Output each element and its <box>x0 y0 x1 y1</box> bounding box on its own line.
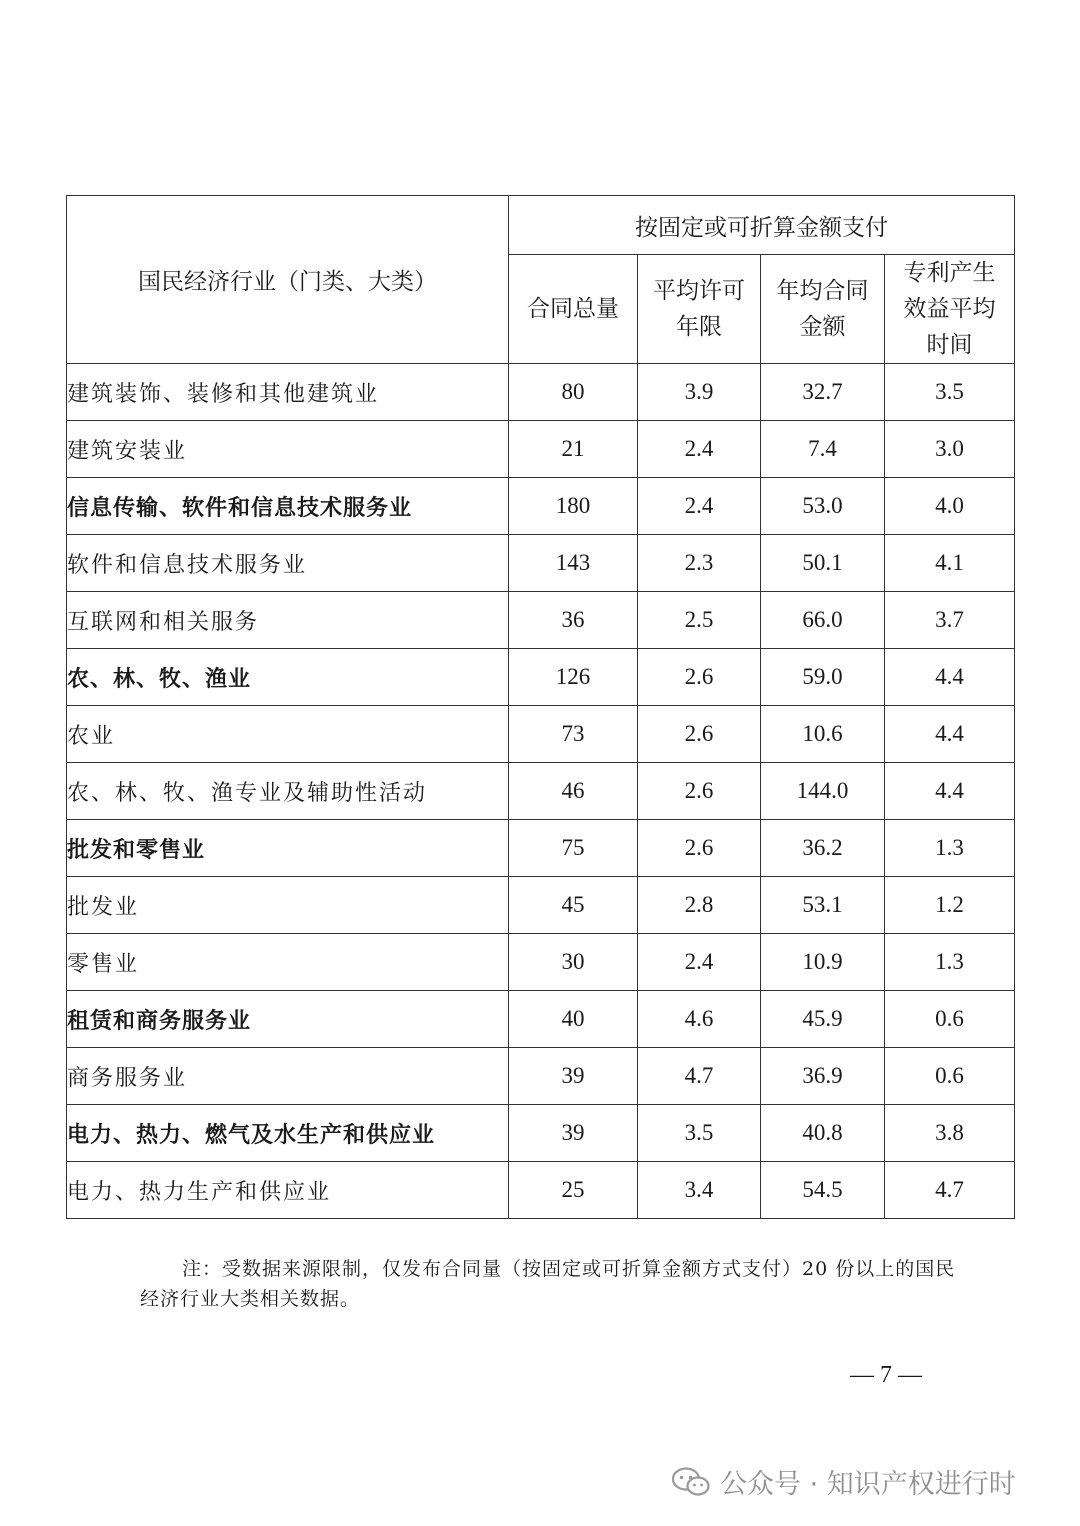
annual-contract-amount: 144.0 <box>761 763 885 820</box>
industry-name: 电力、热力、燃气及水生产和供应业 <box>67 1105 509 1162</box>
annual-contract-amount: 45.9 <box>761 991 885 1048</box>
industry-name: 租赁和商务服务业 <box>67 991 509 1048</box>
annual-contract-amount: 59.0 <box>761 649 885 706</box>
avg-license-years: 3.4 <box>638 1162 761 1219</box>
watermark-text: 公众号 · 知识产权进行时 <box>720 1469 1016 1500</box>
industry-name: 商务服务业 <box>67 1048 509 1105</box>
table-row <box>67 820 1015 877</box>
industry-name: 农业 <box>67 706 509 763</box>
contract-total: 45 <box>509 877 638 934</box>
header-benefit-avg-time: 专利产生 效益平均 时间 <box>885 255 1015 364</box>
annual-contract-amount: 66.0 <box>761 592 885 649</box>
contract-total: 40 <box>509 991 638 1048</box>
avg-license-years: 4.7 <box>638 1048 761 1105</box>
table-row <box>67 478 1015 535</box>
benefit-avg-time: 4.0 <box>885 478 1015 535</box>
contract-total: 143 <box>509 535 638 592</box>
contract-total: 30 <box>509 934 638 991</box>
benefit-avg-time: 4.1 <box>885 535 1015 592</box>
contract-total: 73 <box>509 706 638 763</box>
contract-total: 180 <box>509 478 638 535</box>
annual-contract-amount: 7.4 <box>761 421 885 478</box>
wechat-icon <box>672 1467 710 1497</box>
benefit-avg-time: 4.4 <box>885 763 1015 820</box>
avg-license-years: 2.5 <box>638 592 761 649</box>
header-avg-license-years: 平均许可 年限 <box>638 255 761 364</box>
data-table <box>66 195 1015 1219</box>
contract-total: 39 <box>509 1105 638 1162</box>
benefit-avg-time: 3.0 <box>885 421 1015 478</box>
avg-license-years: 3.5 <box>638 1105 761 1162</box>
table-row <box>67 991 1015 1048</box>
watermark <box>672 1462 1016 1501</box>
table-row <box>67 1105 1015 1162</box>
industry-name: 农、林、牧、渔业 <box>67 649 509 706</box>
industry-name: 建筑装饰、装修和其他建筑业 <box>67 364 509 421</box>
annual-contract-amount: 36.9 <box>761 1048 885 1105</box>
avg-license-years: 2.4 <box>638 478 761 535</box>
table-row <box>67 877 1015 934</box>
benefit-avg-time: 0.6 <box>885 991 1015 1048</box>
annual-contract-amount: 40.8 <box>761 1105 885 1162</box>
benefit-avg-time: 3.7 <box>885 592 1015 649</box>
avg-license-years: 4.6 <box>638 991 761 1048</box>
industry-name: 信息传输、软件和信息技术服务业 <box>67 478 509 535</box>
table-row <box>67 364 1015 421</box>
industry-name: 批发和零售业 <box>67 820 509 877</box>
header-annual-contract-amount: 年均合同 金额 <box>761 255 885 364</box>
industry-name: 电力、热力生产和供应业 <box>67 1162 509 1219</box>
benefit-avg-time: 4.4 <box>885 706 1015 763</box>
avg-license-years: 2.6 <box>638 706 761 763</box>
table-row <box>67 592 1015 649</box>
table-row <box>67 763 1015 820</box>
avg-license-years: 3.9 <box>638 364 761 421</box>
benefit-avg-time: 1.3 <box>885 820 1015 877</box>
table-row <box>67 1048 1015 1105</box>
header-industry: 国民经济行业（门类、大类） <box>67 196 509 364</box>
benefit-avg-time: 3.8 <box>885 1105 1015 1162</box>
benefit-avg-time: 3.5 <box>885 364 1015 421</box>
table-row <box>67 535 1015 592</box>
industry-name: 零售业 <box>67 934 509 991</box>
contract-total: 126 <box>509 649 638 706</box>
annual-contract-amount: 10.6 <box>761 706 885 763</box>
table-row <box>67 421 1015 478</box>
page-number: — 7 — <box>850 1362 922 1388</box>
contract-total: 46 <box>509 763 638 820</box>
avg-license-years: 2.6 <box>638 820 761 877</box>
avg-license-years: 2.4 <box>638 934 761 991</box>
header-group: 按固定或可折算金额支付 <box>509 196 1015 255</box>
avg-license-years: 2.4 <box>638 421 761 478</box>
benefit-avg-time: 4.7 <box>885 1162 1015 1219</box>
avg-license-years: 2.3 <box>638 535 761 592</box>
annual-contract-amount: 53.0 <box>761 478 885 535</box>
benefit-avg-time: 1.3 <box>885 934 1015 991</box>
annual-contract-amount: 32.7 <box>761 364 885 421</box>
avg-license-years: 2.8 <box>638 877 761 934</box>
annual-contract-amount: 54.5 <box>761 1162 885 1219</box>
table-row <box>67 649 1015 706</box>
annual-contract-amount: 50.1 <box>761 535 885 592</box>
contract-total: 25 <box>509 1162 638 1219</box>
contract-total: 21 <box>509 421 638 478</box>
annual-contract-amount: 36.2 <box>761 820 885 877</box>
industry-name: 批发业 <box>67 877 509 934</box>
contract-total: 80 <box>509 364 638 421</box>
contract-total: 75 <box>509 820 638 877</box>
header-contract-total: 合同总量 <box>509 255 638 364</box>
industry-name: 互联网和相关服务 <box>67 592 509 649</box>
contract-total: 39 <box>509 1048 638 1105</box>
industry-name: 软件和信息技术服务业 <box>67 535 509 592</box>
table-row <box>67 1162 1015 1219</box>
table-row <box>67 706 1015 763</box>
benefit-avg-time: 4.4 <box>885 649 1015 706</box>
benefit-avg-time: 0.6 <box>885 1048 1015 1105</box>
industry-name: 农、林、牧、渔专业及辅助性活动 <box>67 763 509 820</box>
annual-contract-amount: 53.1 <box>761 877 885 934</box>
benefit-avg-time: 1.2 <box>885 877 1015 934</box>
table-footnote: 注：受数据来源限制，仅发布合同量（按固定或可折算金额方式支付）20 份以上的国民经济行业大类相关数据。 <box>140 1258 956 1310</box>
contract-total: 36 <box>509 592 638 649</box>
table-row <box>67 934 1015 991</box>
industry-name: 建筑安装业 <box>67 421 509 478</box>
avg-license-years: 2.6 <box>638 763 761 820</box>
avg-license-years: 2.6 <box>638 649 761 706</box>
annual-contract-amount: 10.9 <box>761 934 885 991</box>
